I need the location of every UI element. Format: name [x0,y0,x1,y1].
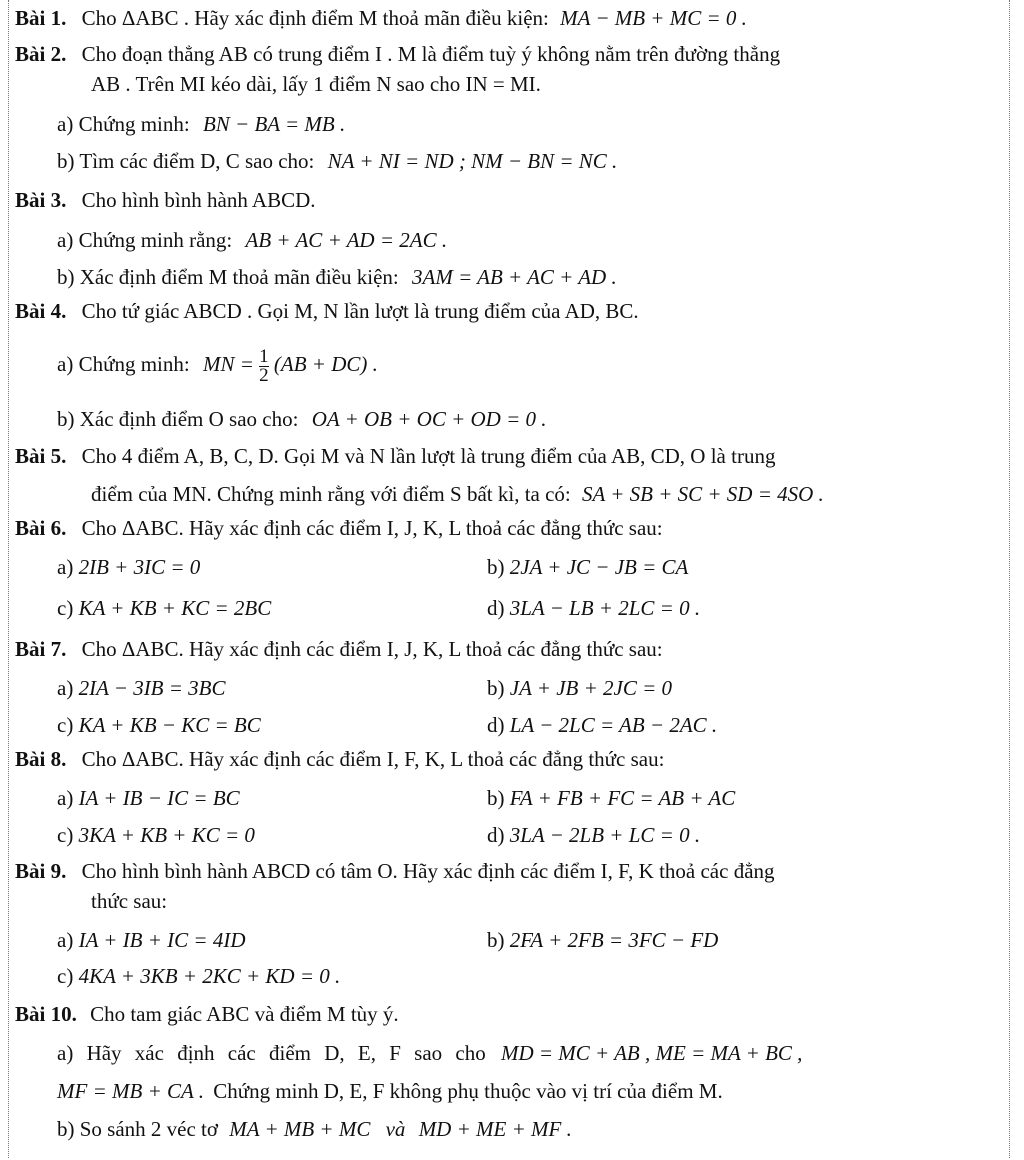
conjunction: và [385,1117,406,1141]
exercise-item [57,713,261,738]
fraction-denominator: 2 [259,364,269,386]
problem-label: Bài 4. [15,299,67,323]
vector-equation: 3LA − 2LB + LC = 0 . [509,823,701,847]
exercise-item [487,555,688,580]
fraction-numerator: 1 [259,345,269,367]
subpart-label: b) Xác định điểm O sao cho: [57,407,299,431]
problem-label: Bài 9. [15,859,67,883]
problem-text-cont [91,482,1009,506]
vector-equation: 4KA + 3KB + 2KC + KD = 0 . [78,964,341,988]
problem-8 [15,747,1009,771]
item-label: c) [57,823,74,847]
problem-label: Bài 6. [15,516,67,540]
item-label: b) [487,786,505,810]
subpart-label: b) So sánh 2 véc tơ [57,1117,218,1141]
vector-expression: MA + MB + MC [229,1117,371,1141]
problem-text: Cho tam giác ABC và điểm M tùy ý. [90,1002,399,1026]
item-label: a) [57,786,74,810]
vector-expression: MD + ME + MF . [418,1117,572,1141]
subpart-a-cont [57,1079,1009,1103]
exercise-item [57,823,255,848]
exercise-item [487,676,672,701]
exercise-item [487,713,717,738]
problem-label: Bài 10. [15,1002,77,1026]
exercise-item [487,823,700,848]
vector-equation: AB + AC + AD = 2AC . [245,228,448,252]
problem-text: Cho 4 điểm A, B, C, D. Gọi M và N lần lượt là trung điểm của AB, CD, O là trung [81,444,776,468]
item-label: a) [57,676,74,700]
problem-label: Bài 2. [15,42,67,66]
subpart-label: a) Chứng minh: [57,112,190,136]
problem-10 [15,1002,1009,1026]
subpart-label: b) Xác định điểm M thoả mãn điều kiện: [57,265,399,289]
exercise-item [57,964,340,989]
problem-4 [15,299,1009,323]
exercise-item [487,928,718,953]
item-label: d) [487,823,505,847]
subpart-b [57,149,1009,173]
vector-equation: 2IB + 3IC = 0 [78,555,201,579]
exercise-item [487,596,700,621]
problem-label: Bài 1. [15,6,67,30]
vector-equation: LA − 2LC = AB − 2AC . [509,713,718,737]
vector-equation: IA + IB − IC = BC [78,786,240,810]
exercise-item [57,786,240,811]
subpart-label: a) Chứng minh: [57,352,190,376]
subpart-b [57,407,1009,431]
problem-text-cont: AB . Trên MI kéo dài, lấy 1 điểm N sao cho IN = MI. [91,72,541,96]
exercise-item [57,596,271,621]
vector-equation: 2FA + 2FB = 3FC − FD [509,928,719,952]
item-label: c) [57,713,74,737]
item-label: b) [487,928,505,952]
problem-3 [15,188,1009,212]
vector-equation: 3AM = AB + AC + AD . [412,265,617,289]
problem-text: Cho tứ giác ABCD . Gọi M, N lần lượt là trung điểm của AD, BC. [81,299,639,323]
item-label: d) [487,596,505,620]
exercise-item [57,555,200,580]
vector-equation: 2JA + JC − JB = CA [509,555,689,579]
vector-equation: JA + JB + 2JC = 0 [509,676,673,700]
problem-label: Bài 7. [15,637,67,661]
problem-2 [15,42,1009,66]
vector-equation: NA + NI = ND ; NM − BN = NC . [327,149,618,173]
subpart-a [57,228,1009,252]
vector-equation: MD = MC + AB , ME = MA + BC , [500,1041,803,1065]
item-label: c) [57,596,74,620]
fraction [259,345,269,386]
vector-equation: BN − BA = MB . [202,112,346,136]
problem-label: Bài 3. [15,188,67,212]
problem-text: Cho ΔABC . Hãy xác định điểm M thoả mãn điều kiện: [81,6,549,30]
vector-equation: FA + FB + FC = AB + AC [509,786,736,810]
problem-9 [15,859,1009,883]
problem-text-cont: thức sau: [91,889,168,913]
item-label: a) [57,928,74,952]
exercise-item [57,676,226,701]
subpart-b [57,1117,1009,1141]
subpart-text: a) Hãy xác định các điểm D, E, F sao cho [57,1041,486,1065]
item-label: b) [487,555,505,579]
problem-1 [15,6,1009,30]
problem-text: Cho ΔABC. Hãy xác định các điểm I, J, K, L thoả các đẳng thức sau: [81,516,663,540]
problem-text: Cho hình bình hành ABCD. [81,188,316,212]
problem-text: Cho đoạn thẳng AB có trung điểm I . M là điểm tuỳ ý không nằm trên đường thẳng [81,42,781,66]
subpart-label: a) Chứng minh rằng: [57,228,233,252]
subpart-b [57,265,1009,289]
problem-text: Cho ΔABC. Hãy xác định các điểm I, J, K, L thoả các đẳng thức sau: [81,637,663,661]
vector-equation: MA − MB + MC = 0 . [560,6,747,30]
vector-equation: 3KA + KB + KC = 0 [78,823,255,847]
item-label: c) [57,964,74,988]
vector-equation-right: (AB + DC) . [273,352,378,376]
vector-equation: 3LA − LB + 2LC = 0 . [509,596,701,620]
problem-label: Bài 5. [15,444,67,468]
exercise-item [487,786,735,811]
vector-equation: OA + OB + OC + OD = 0 . [311,407,547,431]
problem-text: Cho ΔABC. Hãy xác định các điểm I, F, K, L thoả các đẳng thức sau: [81,747,665,771]
subpart-a [57,1041,1009,1065]
exercise-item [57,928,246,953]
problem-text: Cho hình bình hành ABCD có tâm O. Hãy xác định các điểm I, F, K thoả các đẳng [81,859,775,883]
problem-6 [15,516,1009,540]
subpart-label: b) Tìm các điểm D, C sao cho: [57,149,315,173]
vector-equation: IA + IB + IC = 4ID [78,928,246,952]
vector-equation: MF = MB + CA . [57,1079,204,1103]
vector-equation: 2IA − 3IB = 3BC [78,676,226,700]
subpart-text: Chứng minh D, E, F không phụ thuộc vào vị trí của điểm M. [213,1079,723,1103]
vector-equation: SA + SB + SC + SD = 4SO . [582,482,824,506]
problem-7 [15,637,1009,661]
subpart-a [57,112,1009,136]
subpart-a [57,339,1009,389]
vector-equation: KA + KB − KC = BC [78,713,261,737]
item-label: b) [487,676,505,700]
problem-5 [15,444,1009,468]
vector-equation: KA + KB + KC = 2BC [78,596,272,620]
document-page [8,0,1010,1158]
vector-equation-left: MN = [202,352,254,376]
problem-text: điểm của MN. Chứng minh rằng với điểm S bất kì, ta có: [91,482,571,506]
item-label: d) [487,713,505,737]
problem-label: Bài 8. [15,747,67,771]
item-label: a) [57,555,74,579]
